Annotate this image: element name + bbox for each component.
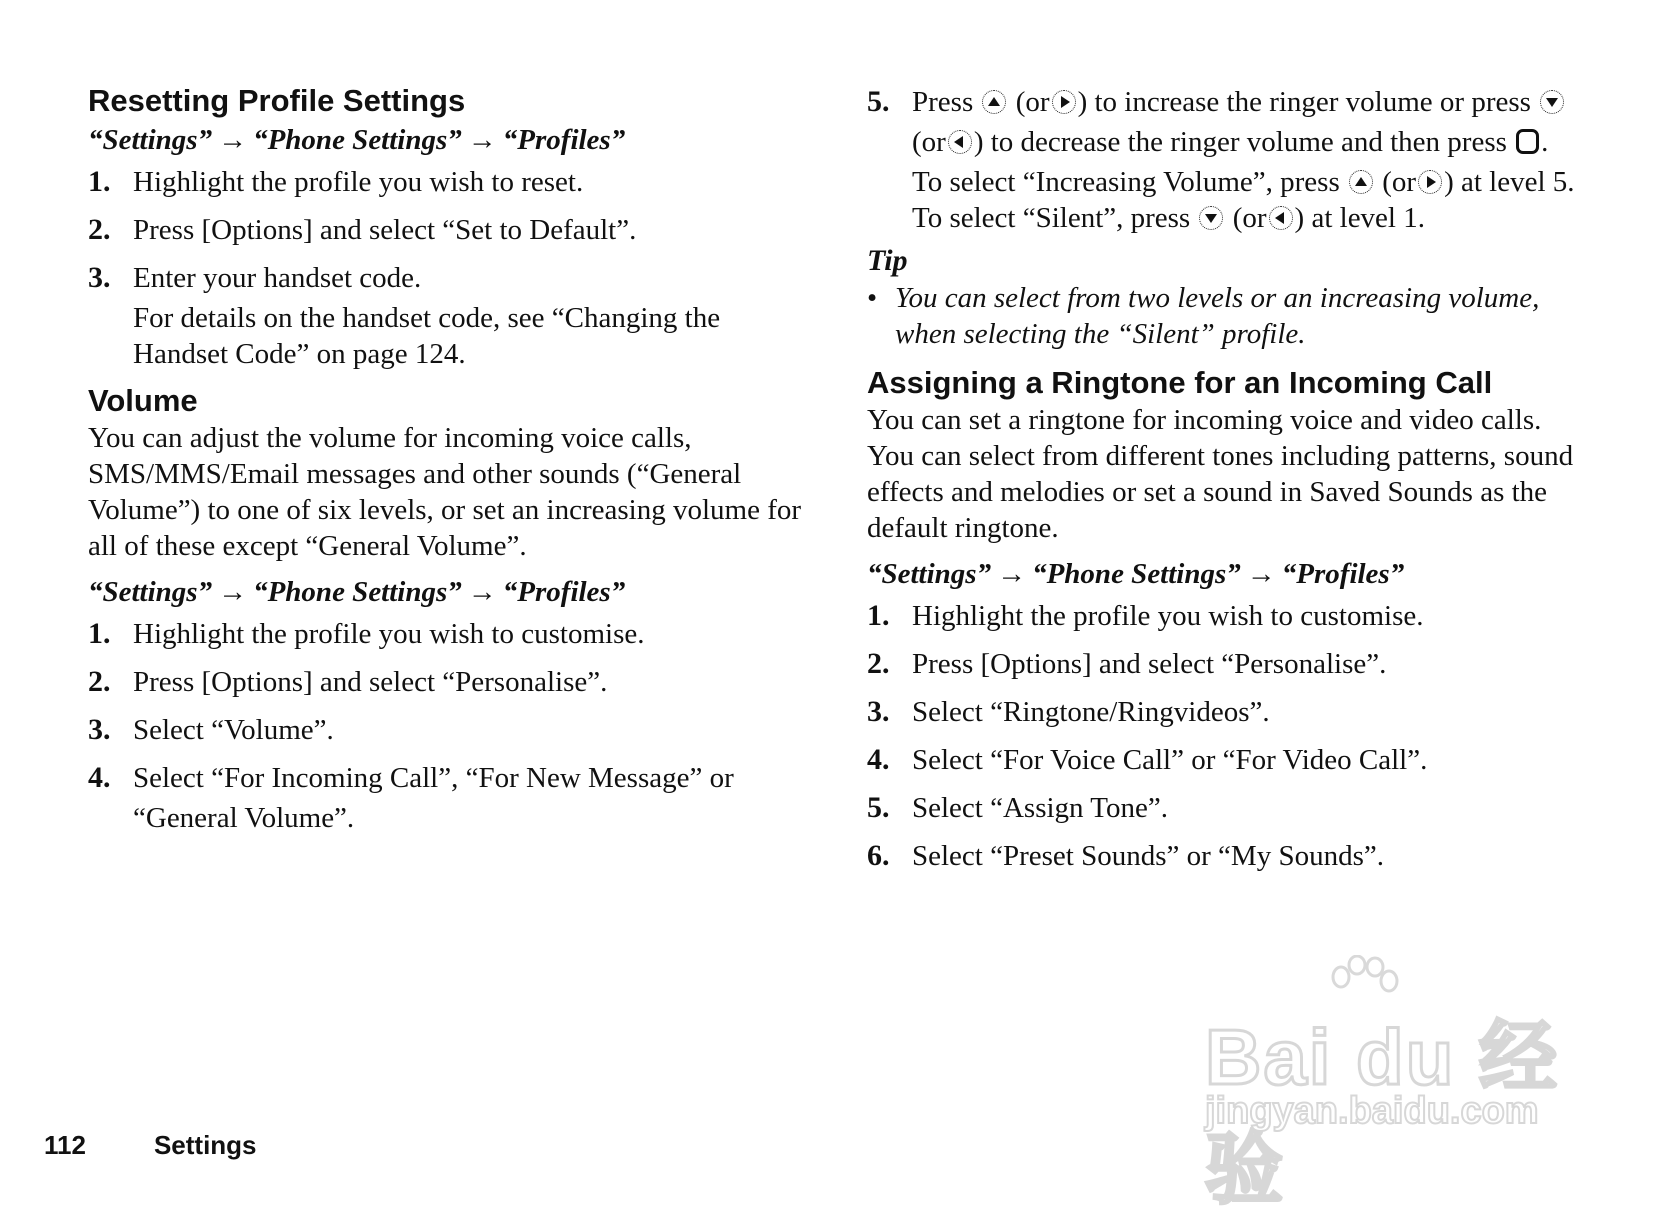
tip-title: Tip	[867, 244, 908, 277]
step: 6. Select “Preset Sounds” or “My Sounds”.	[867, 839, 1384, 872]
watermark-url: jingyan.baidu.com	[1205, 1090, 1539, 1132]
step: 2. Press [Options] and select “Set to Default”.	[88, 213, 637, 246]
step: 2. Press [Options] and select “Personalise”.	[867, 647, 1387, 680]
arrow-icon: →	[467, 576, 497, 608]
menu-path: “Settings” → “Phone Settings” → “Profiles”	[88, 576, 626, 608]
nav-right-icon	[1418, 170, 1442, 194]
step: 3. Select “Ringtone/Ringvideos”.	[867, 695, 1270, 728]
watermark-main: Bai du 经验	[1205, 1013, 1560, 1213]
nav-down-icon	[1540, 90, 1564, 114]
center-key-icon	[1516, 129, 1539, 154]
tip-item: • You can select from two levels or an increasing volume, when selecting the “Silent” profile.	[867, 282, 1540, 350]
step: 4. Select “For Voice Call” or “For Video Call”.	[867, 743, 1428, 776]
arrow-icon: →	[218, 576, 248, 608]
left-column	[88, 82, 808, 846]
nav-right-icon	[1052, 90, 1076, 114]
step: 1. Highlight the profile you wish to customise.	[88, 617, 645, 650]
heading-resetting-profile: Resetting Profile Settings	[88, 83, 466, 118]
step: 1. Highlight the profile you wish to customise.	[867, 599, 1424, 632]
arrow-icon: →	[218, 124, 248, 156]
page-footer	[44, 1130, 257, 1161]
increasing-volume-note: To select “Increasing Volume”, press (or ) at level 5.	[912, 166, 1575, 198]
step: 5. Select “Assign Tone”.	[867, 791, 1168, 824]
page-number: 112	[44, 1130, 86, 1160]
nav-left-icon	[948, 130, 972, 154]
arrow-icon: →	[467, 124, 497, 156]
nav-up-icon	[1349, 170, 1373, 194]
silent-note: To select “Silent”, press (or ) at level 1.	[912, 202, 1425, 234]
step-note: For details on the handset code, see “Changing the Handset Code” on page 124.	[133, 302, 721, 370]
right-column	[867, 82, 1587, 884]
step: 1. Highlight the profile you wish to reset.	[88, 165, 584, 198]
step: 3. Enter your handset code.	[88, 261, 422, 294]
nav-up-icon	[982, 90, 1006, 114]
arrow-icon: →	[997, 558, 1027, 590]
arrow-icon: →	[1246, 558, 1276, 590]
nav-down-icon	[1199, 206, 1223, 230]
step: 2. Press [Options] and select “Personalise”.	[88, 665, 608, 698]
heading-volume: Volume	[88, 383, 198, 418]
step-5-volume: 5. Press (or ) to increase the ringer volume or press (or ) to decrease the ringer volume and then press .	[867, 82, 1587, 162]
menu-path: “Settings” → “Phone Settings” → “Profiles”	[88, 124, 626, 156]
volume-intro: You can adjust the volume for incoming voice calls, SMS/MMS/Email messages and other sounds (“General Volume”) to one of six levels, or set an increasing volume for all of these except “General Volume”.	[88, 422, 802, 562]
footer-section: Settings	[153, 1130, 257, 1160]
baidu-watermark	[1205, 955, 1605, 1213]
step: 3. Select “Volume”.	[88, 713, 334, 746]
nav-left-icon	[1269, 206, 1293, 230]
menu-path: “Settings” → “Phone Settings” → “Profiles”	[867, 558, 1405, 590]
bullet-icon: •	[867, 282, 878, 314]
heading-assigning-ringtone: Assigning a Ringtone for an Incoming Call	[867, 365, 1493, 400]
ringtone-intro: You can set a ringtone for incoming voice and video calls. You can select from different tones including patterns, sound effects and melodies or set a sound in Saved Sounds as the default ringtone.	[867, 404, 1574, 544]
step: 4. Select “For Incoming Call”, “For New Message” or “General Volume”.	[88, 761, 734, 834]
